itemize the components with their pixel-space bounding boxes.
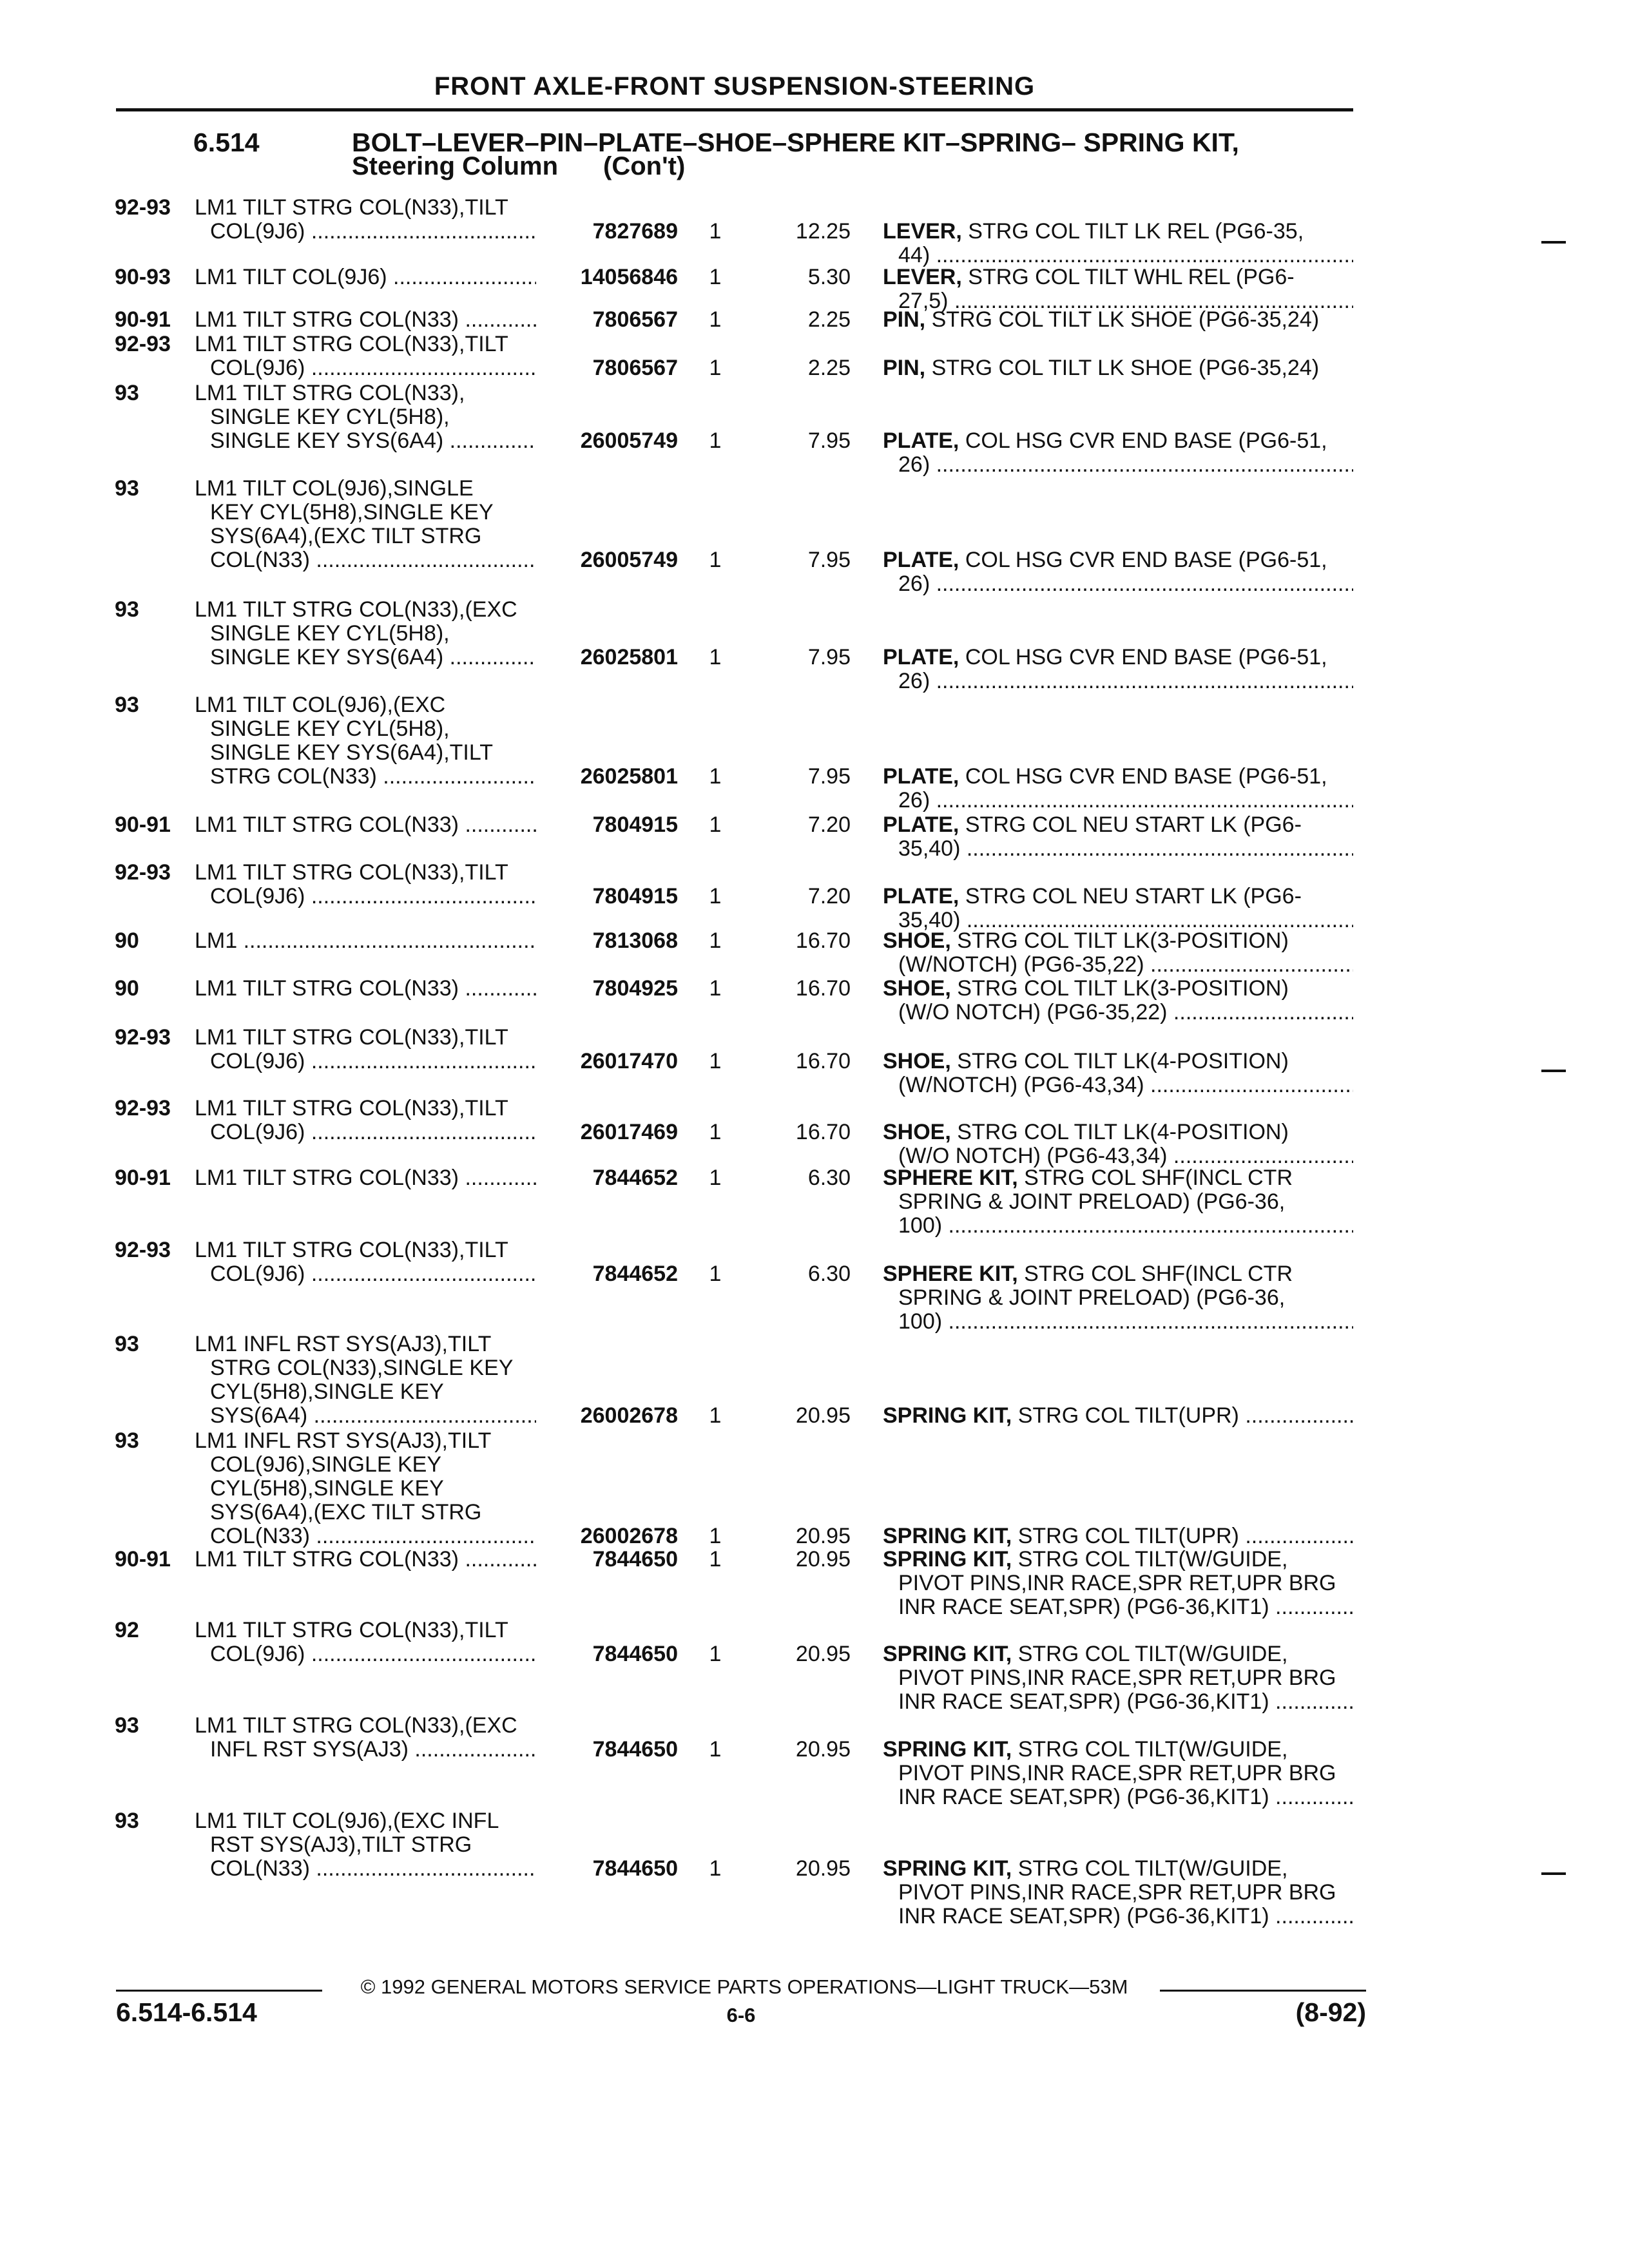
application-line: LM1 INFL RST SYS(AJ3),TILT <box>195 1332 492 1356</box>
price: 5.30 <box>807 265 851 289</box>
price: 7.95 <box>807 765 851 789</box>
description-text: STRG COL TILT LK(4-POSITION) <box>957 1120 1289 1144</box>
page-title: FRONT AXLE-FRONT SUSPENSION-STEERING <box>434 72 1036 101</box>
part-number: 26005749 <box>580 429 678 453</box>
description-text: PIVOT PINS,INR RACE,SPR RET,UPR BRG <box>898 1762 1336 1785</box>
application-line: LM1 TILT COL(9J6),(EXC INFL <box>195 1809 499 1833</box>
description-line <box>883 265 1353 289</box>
description-line <box>883 646 1353 669</box>
description-line <box>898 453 1353 477</box>
application-line: LM1 TILT STRG COL(N33),TILT <box>195 332 508 356</box>
description-line <box>883 1166 1353 1190</box>
description-text: STRG COL NEU START LK (PG6- <box>965 813 1302 837</box>
application-line: COL(9J6) ..... <box>210 220 536 244</box>
application-line: LM1 INFL RST SYS(AJ3),TILT <box>195 1429 492 1453</box>
description-line <box>898 244 1353 267</box>
description-line <box>898 572 1353 596</box>
quantity: 1 <box>709 1262 722 1286</box>
application-line: LM1 TILT STRG COL(N33) ..... <box>195 1166 536 1190</box>
price: 7.95 <box>807 548 851 572</box>
application-line: SINGLE KEY CYL(5H8), <box>210 717 450 741</box>
price: 6.30 <box>807 1166 851 1190</box>
application-line: LM1 TILT STRG COL(N33),TILT <box>195 1026 508 1050</box>
description-line <box>898 1571 1353 1595</box>
description-text: STRG COL TILT WHL REL (PG6- <box>968 265 1295 289</box>
description-line <box>883 1404 1353 1428</box>
quantity: 1 <box>709 1524 722 1548</box>
description-line <box>898 1190 1353 1214</box>
part-number: 7844650 <box>592 1738 678 1762</box>
description-line <box>883 1524 1353 1548</box>
description-text: INR RACE SEAT,SPR) (PG6-36,KIT1) <box>898 1595 1269 1619</box>
description-text: (W/O NOTCH) (PG6-35,22) <box>898 1001 1168 1024</box>
description-line <box>883 813 1353 837</box>
price: 16.70 <box>795 1050 851 1073</box>
model-year: 93 <box>115 598 139 622</box>
part-number: 7844650 <box>592 1642 678 1666</box>
application-line: SYS(6A4),(EXC TILT STRG <box>210 524 482 548</box>
description-text: INR RACE SEAT,SPR) (PG6-36,KIT1) <box>898 1785 1269 1809</box>
application-line: LM1 TILT STRG COL(N33) ..... <box>195 977 536 1001</box>
application-line: COL(9J6) ..... <box>210 1050 536 1073</box>
application-line: INFL RST SYS(AJ3) ..... <box>210 1738 536 1762</box>
quantity: 1 <box>709 429 722 453</box>
model-year: 90-91 <box>115 1548 171 1571</box>
description-line <box>898 789 1353 812</box>
part-number: 26005749 <box>580 548 678 572</box>
model-year: 92-93 <box>115 332 171 356</box>
description-text: 27,5) <box>898 289 949 313</box>
application-line: LM1 TILT COL(9J6),SINGLE <box>195 477 474 501</box>
application-line: RST SYS(AJ3),TILT STRG <box>210 1833 472 1857</box>
description-line <box>898 1762 1353 1785</box>
part-name: PIN, <box>883 308 926 332</box>
quantity: 1 <box>709 548 722 572</box>
description-text: STRG COL TILT LK(3-POSITION) <box>957 929 1289 953</box>
part-name: LEVER, <box>883 265 962 289</box>
description-line <box>883 1262 1353 1286</box>
application-line: LM1 TILT STRG COL(N33),TILT <box>195 861 508 885</box>
quantity: 1 <box>709 1857 722 1881</box>
description-line <box>898 1690 1353 1714</box>
price: 20.95 <box>795 1857 851 1881</box>
description-text: COL HSG CVR END BASE (PG6-51, <box>965 548 1327 572</box>
description-text: STRG COL TILT(W/GUIDE, <box>1017 1738 1288 1762</box>
description-text: (W/O NOTCH) (PG6-43,34) <box>898 1144 1168 1168</box>
model-year: 90-91 <box>115 813 171 837</box>
description-text: STRG COL TILT(UPR) <box>1017 1524 1239 1548</box>
part-name: SPHERE KIT, <box>883 1262 1018 1286</box>
description-text: STRG COL TILT LK SHOE (PG6-35,24) <box>931 356 1320 380</box>
application-line: SINGLE KEY SYS(6A4),TILT <box>210 741 494 765</box>
model-year: 93 <box>115 1332 139 1356</box>
description-text: 26) <box>898 572 930 596</box>
part-number: 7844650 <box>592 1857 678 1881</box>
description-text: STRG COL NEU START LK (PG6- <box>965 885 1302 908</box>
price: 2.25 <box>807 356 851 380</box>
section-continued: (Con't) <box>603 152 686 180</box>
description-text: (W/NOTCH) (PG6-35,22) <box>898 953 1144 977</box>
page-footer <box>116 1972 1366 2036</box>
description-line <box>898 1881 1353 1905</box>
description-line <box>883 1120 1353 1144</box>
price: 20.95 <box>795 1548 851 1571</box>
part-number: 7806567 <box>592 356 678 380</box>
quantity: 1 <box>709 885 722 908</box>
description-line <box>883 929 1353 953</box>
description-line <box>898 1073 1353 1097</box>
model-year: 92-93 <box>115 1097 171 1120</box>
quantity: 1 <box>709 1548 722 1571</box>
description-text: 26) <box>898 453 930 477</box>
description-text: 26) <box>898 789 930 812</box>
application-line: LM1 TILT STRG COL(N33),(EXC <box>195 1714 517 1738</box>
part-number: 7804915 <box>592 885 678 908</box>
price: 7.20 <box>807 813 851 837</box>
description-text: COL HSG CVR END BASE (PG6-51, <box>965 765 1327 789</box>
model-year: 93 <box>115 1714 139 1738</box>
quantity: 1 <box>709 929 722 953</box>
application-line: SINGLE KEY SYS(6A4) ..... <box>210 429 536 453</box>
description-line <box>898 1144 1353 1168</box>
application-line: LM1 TILT STRG COL(N33),TILT <box>195 1097 508 1120</box>
quantity: 1 <box>709 356 722 380</box>
application-line: COL(N33) ..... <box>210 1524 536 1548</box>
description-text: PIVOT PINS,INR RACE,SPR RET,UPR BRG <box>898 1571 1336 1595</box>
part-number: 14056846 <box>580 265 678 289</box>
description-line <box>883 1738 1353 1762</box>
application-line: LM1 TILT STRG COL(N33),(EXC <box>195 598 517 622</box>
model-year: 90-93 <box>115 265 171 289</box>
part-name: SPHERE KIT, <box>883 1166 1018 1190</box>
application-line: LM1 TILT STRG COL(N33) ..... <box>195 1548 536 1571</box>
quantity: 1 <box>709 646 722 669</box>
description-text: 35,40) <box>898 908 961 932</box>
application-line: LM1 TILT STRG COL(N33),TILT <box>195 1619 508 1642</box>
model-year: 93 <box>115 381 139 405</box>
description-line <box>883 977 1353 1001</box>
price: 12.25 <box>795 220 851 244</box>
description-text: COL HSG CVR END BASE (PG6-51, <box>965 646 1327 669</box>
description-line <box>898 1595 1353 1619</box>
description-line <box>883 356 1353 380</box>
part-name: SPRING KIT, <box>883 1857 1012 1881</box>
application-line: CYL(5H8),SINGLE KEY <box>210 1380 444 1404</box>
section-title: BOLT–LEVER–PIN–PLATE–SHOE–SPHERE KIT–SPRING– SPRING KIT, <box>352 128 1239 157</box>
application-line: STRG COL(N33) ..... <box>210 765 536 789</box>
part-name: SHOE, <box>883 1120 951 1144</box>
quantity: 1 <box>709 1120 722 1144</box>
description-line <box>883 1050 1353 1073</box>
description-text: 100) <box>898 1310 943 1334</box>
price: 7.95 <box>807 429 851 453</box>
description-text: STRG COL SHF(INCL CTR <box>1024 1166 1293 1190</box>
description-text: PIVOT PINS,INR RACE,SPR RET,UPR BRG <box>898 1881 1336 1905</box>
model-year: 92 <box>115 1619 139 1642</box>
price: 16.70 <box>795 977 851 1001</box>
price: 20.95 <box>795 1642 851 1666</box>
description-text: INR RACE SEAT,SPR) (PG6-36,KIT1) <box>898 1690 1269 1714</box>
model-year: 92-93 <box>115 861 171 885</box>
section-number: 6.514 <box>193 128 260 157</box>
part-number: 7827689 <box>592 220 678 244</box>
quantity: 1 <box>709 308 722 332</box>
footer-section-range: 6.514-6.514 <box>116 1997 257 2027</box>
quantity: 1 <box>709 977 722 1001</box>
part-number: 26002678 <box>580 1404 678 1428</box>
part-name: PIN, <box>883 356 926 380</box>
application-line: KEY CYL(5H8),SINGLE KEY <box>210 501 494 524</box>
part-number: 7844652 <box>592 1166 678 1190</box>
part-number: 26025801 <box>580 765 678 789</box>
price: 2.25 <box>807 308 851 332</box>
part-number: 26017470 <box>580 1050 678 1073</box>
quantity: 1 <box>709 765 722 789</box>
price: 20.95 <box>795 1524 851 1548</box>
part-name: SHOE, <box>883 977 951 1001</box>
application-line: LM1 TILT STRG COL(N33),TILT <box>195 1238 508 1262</box>
application-line: SINGLE KEY SYS(6A4) ..... <box>210 646 536 669</box>
description-line <box>883 429 1353 453</box>
description-text: STRG COL TILT(W/GUIDE, <box>1017 1548 1288 1571</box>
application-line: COL(9J6),SINGLE KEY <box>210 1453 442 1477</box>
description-line <box>898 1214 1353 1238</box>
price: 7.20 <box>807 885 851 908</box>
description-line <box>898 837 1353 861</box>
part-number: 7844652 <box>592 1262 678 1286</box>
part-name: SPRING KIT, <box>883 1738 1012 1762</box>
description-line <box>898 953 1353 977</box>
description-text: SPRING & JOINT PRELOAD) (PG6-36, <box>898 1190 1286 1214</box>
application-line: STRG COL(N33),SINGLE KEY <box>210 1356 514 1380</box>
application-line: LM1 TILT COL(9J6),(EXC <box>195 693 446 717</box>
description-text: 35,40) <box>898 837 961 861</box>
application-line: LM1 TILT STRG COL(N33), <box>195 381 465 405</box>
section-subtitle: Steering Column <box>352 152 559 180</box>
quantity: 1 <box>709 1642 722 1666</box>
part-number: 7813068 <box>592 929 678 953</box>
description-text: 44) <box>898 244 930 267</box>
model-year: 93 <box>115 477 139 501</box>
part-number: 7804925 <box>592 977 678 1001</box>
price: 16.70 <box>795 929 851 953</box>
application-line: COL(9J6) ..... <box>210 1262 536 1286</box>
part-number: 26002678 <box>580 1524 678 1548</box>
application-line: LM1 TILT STRG COL(N33) ..... <box>195 813 536 837</box>
part-name: PLATE, <box>883 885 959 908</box>
application-line: COL(9J6) ..... <box>210 356 536 380</box>
quantity: 1 <box>709 1050 722 1073</box>
model-year: 92-93 <box>115 1026 171 1050</box>
margin-mark <box>1541 1070 1566 1072</box>
description-text: STRG COL TILT LK(3-POSITION) <box>957 977 1289 1001</box>
application-line: COL(9J6) ..... <box>210 1642 536 1666</box>
price: 20.95 <box>795 1738 851 1762</box>
description-text: (W/NOTCH) (PG6-43,34) <box>898 1073 1144 1097</box>
price: 6.30 <box>807 1262 851 1286</box>
description-line <box>898 1001 1353 1024</box>
part-number: 26017469 <box>580 1120 678 1144</box>
quantity: 1 <box>709 1166 722 1190</box>
part-name: SPRING KIT, <box>883 1642 1012 1666</box>
description-text: COL HSG CVR END BASE (PG6-51, <box>965 429 1327 453</box>
description-text: STRG COL TILT(W/GUIDE, <box>1017 1642 1288 1666</box>
description-text: STRG COL TILT(W/GUIDE, <box>1017 1857 1288 1881</box>
part-name: SHOE, <box>883 1050 951 1073</box>
description-line <box>883 885 1353 908</box>
application-line: SINGLE KEY CYL(5H8), <box>210 622 450 646</box>
description-text: STRG COL TILT LK SHOE (PG6-35,24) <box>931 308 1320 332</box>
model-year: 90-91 <box>115 1166 171 1190</box>
application-line: LM1 TILT COL(9J6) ..... <box>195 265 536 289</box>
part-name: PLATE, <box>883 548 959 572</box>
description-text: PIVOT PINS,INR RACE,SPR RET,UPR BRG <box>898 1666 1336 1690</box>
model-year: 90 <box>115 977 139 1001</box>
application-line: COL(9J6) ..... <box>210 1120 536 1144</box>
application-line: CYL(5H8),SINGLE KEY <box>210 1477 444 1501</box>
quantity: 1 <box>709 1738 722 1762</box>
part-number: 7806567 <box>592 308 678 332</box>
part-number: 26025801 <box>580 646 678 669</box>
application-line: COL(N33) ..... <box>210 1857 536 1881</box>
description-text: STRG COL SHF(INCL CTR <box>1024 1262 1293 1286</box>
quantity: 1 <box>709 220 722 244</box>
model-year: 90 <box>115 929 139 953</box>
quantity: 1 <box>709 1404 722 1428</box>
model-year: 92-93 <box>115 196 171 220</box>
description-line <box>898 1666 1353 1690</box>
application-line: LM1 TILT STRG COL(N33),TILT <box>195 196 508 220</box>
description-line <box>883 548 1353 572</box>
application-line: LM1 ..... <box>195 929 536 953</box>
description-line <box>898 1310 1353 1334</box>
part-name: LEVER, <box>883 220 962 244</box>
description-line <box>898 1905 1353 1928</box>
application-line: SINGLE KEY CYL(5H8), <box>210 405 450 429</box>
description-line <box>883 1857 1353 1881</box>
part-name: PLATE, <box>883 813 959 837</box>
description-text: 100) <box>898 1214 943 1238</box>
description-text: STRG COL TILT LK(4-POSITION) <box>957 1050 1289 1073</box>
description-line <box>883 1642 1353 1666</box>
part-name: SPRING KIT, <box>883 1548 1012 1571</box>
model-year: 93 <box>115 1429 139 1453</box>
description-line <box>883 1548 1353 1571</box>
model-year: 90-91 <box>115 308 171 332</box>
description-text: STRG COL TILT LK REL (PG6-35, <box>968 220 1304 244</box>
model-year: 92-93 <box>115 1238 171 1262</box>
price: 7.95 <box>807 646 851 669</box>
model-year: 93 <box>115 1809 139 1833</box>
application-line: SYS(6A4),(EXC TILT STRG <box>210 1501 482 1524</box>
description-text: 26) <box>898 669 930 693</box>
description-text: SPRING & JOINT PRELOAD) (PG6-36, <box>898 1286 1286 1310</box>
margin-mark <box>1541 241 1566 244</box>
part-number: 7844650 <box>592 1548 678 1571</box>
application-line: COL(N33) ..... <box>210 548 536 572</box>
part-name: PLATE, <box>883 429 959 453</box>
description-line <box>898 669 1353 693</box>
footer-copyright: © 1992 GENERAL MOTORS SERVICE PARTS OPERATIONS—LIGHT TRUCK—53M <box>360 1975 1128 1998</box>
part-name: PLATE, <box>883 646 959 669</box>
description-line <box>883 308 1353 332</box>
footer-rule-right <box>1160 1990 1366 1992</box>
application-line: COL(9J6) ..... <box>210 885 536 908</box>
part-name: SPRING KIT, <box>883 1404 1012 1428</box>
part-name: PLATE, <box>883 765 959 789</box>
part-name: SHOE, <box>883 929 951 953</box>
application-line: LM1 TILT STRG COL(N33) ..... <box>195 308 536 332</box>
description-line <box>898 1286 1353 1310</box>
description-line <box>898 1785 1353 1809</box>
application-line: SYS(6A4) ..... <box>210 1404 536 1428</box>
description-line <box>883 765 1353 789</box>
quantity: 1 <box>709 265 722 289</box>
footer-date: (8-92) <box>1295 1997 1366 2027</box>
margin-mark <box>1541 1872 1566 1875</box>
footer-rule-left <box>116 1990 322 1992</box>
quantity: 1 <box>709 813 722 837</box>
model-year: 93 <box>115 693 139 717</box>
description-text: INR RACE SEAT,SPR) (PG6-36,KIT1) <box>898 1905 1269 1928</box>
description-text: STRG COL TILT(UPR) <box>1017 1404 1239 1428</box>
price: 20.95 <box>795 1404 851 1428</box>
price: 16.70 <box>795 1120 851 1144</box>
footer-page-number: 6-6 <box>726 2004 756 2026</box>
description-line <box>883 220 1353 244</box>
part-number: 7804915 <box>592 813 678 837</box>
part-name: SPRING KIT, <box>883 1524 1012 1548</box>
